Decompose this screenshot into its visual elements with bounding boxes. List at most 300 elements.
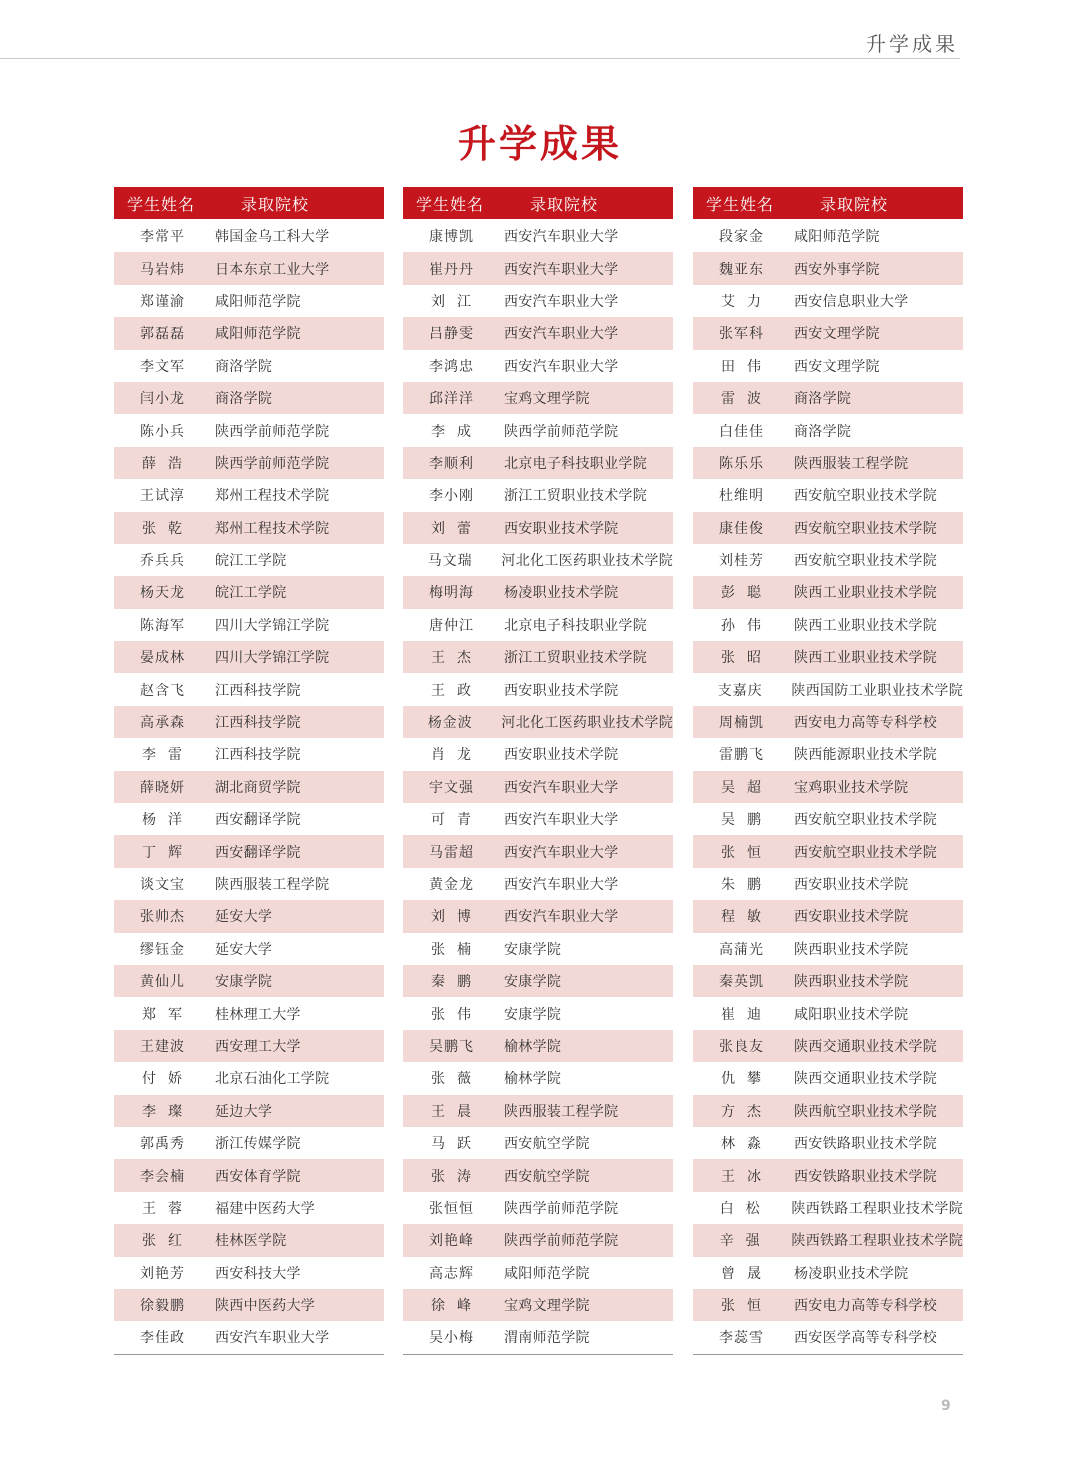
table-row [403,1127,673,1159]
table-row [403,1030,673,1062]
table-row [403,835,673,867]
table-row [403,544,673,576]
admitted-school-cell: 西安文理学院 [794,326,880,343]
table-row [693,1095,963,1127]
admitted-school-cell: 陕西工业职业技术学院 [794,650,937,667]
student-name-cell: 王试淳 [140,488,185,505]
table-row [114,414,384,446]
student-name-cell: 丁 辉 [142,844,183,861]
student-name-cell: 吕静雯 [429,326,474,343]
table-header [403,187,673,219]
table-row [114,544,384,576]
table-bottom-rule [403,1354,673,1355]
student-name-cell: 王建波 [140,1038,185,1055]
student-name-cell: 张恒恒 [429,1200,474,1217]
header-divider [0,58,960,59]
student-name-cell: 马 跃 [431,1136,472,1153]
admitted-school-cell: 西安信息职业大学 [794,293,909,310]
table-row [693,900,963,932]
admitted-school-cell: 西安职业技术学院 [504,747,619,764]
table-body [403,220,673,1354]
table-row [403,252,673,284]
admitted-school-cell: 浙江工贸职业技术学院 [504,488,647,505]
student-name-cell: 吴鹏飞 [429,1038,474,1055]
admitted-school-cell: 宝鸡职业技术学院 [794,779,909,796]
student-name-cell: 康佳俊 [719,520,764,537]
admitted-school-cell: 商洛学院 [794,423,852,440]
admitted-school-cell: 郑州工程技术学院 [215,488,330,505]
table-row [114,835,384,867]
student-name-cell: 秦英凯 [719,974,764,991]
admitted-school-cell: 陕西职业技术学院 [794,941,909,958]
table-row [403,382,673,414]
table-row [114,1127,384,1159]
student-name-cell: 宇文强 [429,779,474,796]
student-name-cell: 王 政 [431,682,472,699]
table-row [403,997,673,1029]
admitted-school-cell: 渭南师范学院 [504,1330,590,1347]
table-row [114,1159,384,1191]
table-row [114,609,384,641]
table-row [693,835,963,867]
table-row [693,1030,963,1062]
table-row [693,512,963,544]
admitted-school-cell: 西安翻译学院 [215,812,301,829]
admitted-school-cell: 榆林学院 [504,1038,562,1055]
admitted-school-cell: 陕西铁路工程职业技术学院 [791,1200,963,1217]
admitted-school-cell: 陕西学前师范学院 [504,1200,619,1217]
admitted-school-cell: 陕西国防工业职业技术学院 [791,682,963,699]
student-name-cell: 李文军 [140,358,185,375]
admitted-school-cell: 西安汽车职业大学 [504,877,619,893]
student-name-cell: 陈海军 [140,617,185,634]
table-row [403,1192,673,1224]
student-name-cell: 高蒲光 [719,941,764,958]
student-name-cell: 徐 峰 [431,1298,472,1315]
student-name-cell: 乔兵兵 [140,553,185,570]
student-name-cell: 刘艳峰 [429,1233,474,1250]
student-name-cell: 黄仙儿 [140,974,185,991]
table-row [403,933,673,965]
table-row [693,1062,963,1094]
admitted-school-cell: 西安航空职业技术学院 [794,812,937,829]
admitted-school-cell: 西安航空职业技术学院 [794,520,937,537]
table-row [693,285,963,317]
student-name-cell: 李会楠 [140,1168,185,1185]
student-name-cell: 张 伟 [431,1006,472,1023]
student-name-cell: 郑谨渝 [140,293,185,310]
student-name-cell: 刘 博 [431,909,472,926]
student-name-cell: 雷 波 [721,391,762,408]
admitted-school-cell: 北京电子科技职业学院 [504,617,647,634]
student-name-cell: 秦 鹏 [431,974,472,991]
admitted-school-cell: 西安航空职业技术学院 [794,553,937,570]
admitted-school-cell: 陕西铁路工程职业技术学院 [791,1233,963,1250]
student-name-cell: 王 晨 [431,1103,472,1120]
admitted-school-cell: 郑州工程技术学院 [215,520,330,537]
admitted-school-cell: 西安汽车职业大学 [504,812,619,829]
table-row [693,771,963,803]
student-name-cell: 孙 伟 [721,617,762,634]
student-name-cell: 李 雷 [142,747,183,764]
table-row [403,1321,673,1353]
student-name-cell: 马岩炜 [140,261,185,278]
table-row [693,803,963,835]
student-name-cell: 付 娇 [142,1071,183,1088]
student-name-cell: 李常平 [140,229,185,246]
admitted-school-cell: 西安翻译学院 [215,844,301,861]
admitted-school-cell: 西安航空职业技术学院 [794,488,937,505]
student-name-cell: 杨天龙 [140,585,185,602]
admitted-school-cell: 西安理工大学 [215,1038,301,1055]
student-name-cell: 王 杰 [431,650,472,667]
student-name-cell: 可 青 [431,812,472,829]
table-row [403,414,673,446]
admitted-school-cell: 西安汽车职业大学 [504,326,619,343]
admitted-school-cell: 西安职业技术学院 [794,909,909,926]
admitted-school-cell: 福建中医药大学 [215,1200,316,1217]
table-row [693,738,963,770]
table-bottom-rule [693,1354,963,1355]
student-name-cell: 刘艳芳 [140,1265,185,1282]
student-name-cell: 张 恒 [721,844,762,861]
admitted-school-cell: 延边大学 [215,1103,273,1120]
admitted-school-cell: 桂林医学院 [215,1233,287,1250]
admitted-school-cell: 安康学院 [504,974,562,991]
table-row [114,576,384,608]
student-name-cell: 李佳政 [140,1330,185,1347]
admitted-school-cell: 江西科技学院 [215,715,301,732]
student-name-cell: 张 楠 [431,941,472,958]
admitted-school-cell: 日本东京工业大学 [215,261,330,278]
student-name-cell: 张 恒 [721,1298,762,1315]
table-row [693,382,963,414]
table-row [114,479,384,511]
table-row [114,1192,384,1224]
admitted-school-cell: 西安文理学院 [794,358,880,375]
table-row [693,350,963,382]
admitted-school-cell: 咸阳职业技术学院 [794,1006,909,1023]
page-number: 9 [941,1398,951,1414]
admitted-school-cell: 西安汽车职业大学 [504,844,619,861]
table-row [693,868,963,900]
table-row [693,1192,963,1224]
table-row [114,1321,384,1353]
admitted-school-cell: 陕西工业职业技术学院 [794,585,937,602]
column-header-student-name: 学生姓名 [416,194,485,214]
table-row [114,220,384,252]
student-name-cell: 彭 聪 [721,585,762,602]
admitted-school-cell: 西安科技大学 [215,1265,301,1282]
table-row [114,1224,384,1256]
admitted-school-cell: 西安航空学院 [504,1168,590,1185]
admitted-school-cell: 西安职业技术学院 [504,520,619,537]
admitted-school-cell: 西安铁路职业技术学院 [794,1168,937,1185]
student-name-cell: 刘 蕾 [431,520,472,537]
admitted-school-cell: 陕西工业职业技术学院 [794,617,937,634]
table-row [403,641,673,673]
table-row [114,382,384,414]
admitted-school-cell: 西安职业技术学院 [504,682,619,699]
column-header-admitted-school: 录取院校 [530,194,599,214]
student-name-cell: 朱 鹏 [721,877,762,893]
table-row [693,220,963,252]
student-name-cell: 张 薇 [431,1071,472,1088]
student-name-cell: 吴 超 [721,779,762,796]
admitted-school-cell: 商洛学院 [215,358,273,375]
student-name-cell: 邱洋洋 [429,391,474,408]
admitted-school-cell: 宝鸡文理学院 [504,1298,590,1315]
admitted-school-cell: 西安汽车职业大学 [504,293,619,310]
table-row [693,447,963,479]
table-header [114,187,384,219]
table-row [693,641,963,673]
admitted-school-cell: 咸阳师范学院 [794,229,880,246]
table-row [693,609,963,641]
admitted-school-cell: 西安汽车职业大学 [504,229,619,246]
table-bottom-rule [114,1354,384,1355]
student-name-cell: 马文瑞 [427,553,473,570]
admitted-school-cell: 皖江工学院 [215,553,287,570]
table-row [403,1062,673,1094]
student-name-cell: 刘 江 [431,293,472,310]
student-name-cell: 陈小兵 [140,423,185,440]
admitted-school-cell: 宝鸡文理学院 [504,391,590,408]
admitted-school-cell: 延安大学 [215,941,273,958]
student-name-cell: 雷鹏飞 [719,747,764,764]
student-name-cell: 康博凯 [429,229,474,246]
table-row [403,1095,673,1127]
student-name-cell: 程 敏 [721,909,762,926]
table-row [114,1095,384,1127]
table-row [403,350,673,382]
admitted-school-cell: 商洛学院 [215,391,273,408]
table-row [693,317,963,349]
table-row [403,512,673,544]
column-header-admitted-school: 录取院校 [241,194,310,214]
table-row [403,673,673,705]
student-name-cell: 杜维明 [719,488,764,505]
table-row [403,1159,673,1191]
admitted-school-cell: 西安航空学院 [504,1136,590,1153]
table-row [403,738,673,770]
admitted-school-cell: 陕西服装工程学院 [215,877,330,893]
admitted-school-cell: 西安汽车职业大学 [215,1330,330,1347]
table-row [693,1321,963,1353]
admitted-school-cell: 河北化工医药职业技术学院 [501,715,673,732]
admitted-school-cell: 杨凌职业技术学院 [794,1265,909,1282]
admitted-school-cell: 咸阳师范学院 [504,1265,590,1282]
admitted-school-cell: 西安汽车职业大学 [504,358,619,375]
student-name-cell: 张军科 [719,326,764,343]
table-row [693,933,963,965]
table-row [693,706,963,738]
student-name-cell: 白 松 [719,1200,761,1217]
table-row [114,447,384,479]
student-name-cell: 李顺利 [429,455,474,472]
table-row [403,1289,673,1321]
admitted-school-cell: 陕西交通职业技术学院 [794,1038,937,1055]
student-name-cell: 崔 迪 [721,1006,762,1023]
student-name-cell: 李 璨 [142,1103,183,1120]
table-row [403,1224,673,1256]
table-row [403,1257,673,1289]
table-row [693,1289,963,1321]
table-row [693,673,963,705]
student-name-cell: 魏亚东 [719,261,764,278]
student-name-cell: 王 冰 [721,1168,762,1185]
results-table [114,187,384,1355]
student-name-cell: 张帅杰 [140,909,185,926]
table-row [114,1289,384,1321]
header-section-label: 升学成果 [866,32,958,56]
column-header-admitted-school: 录取院校 [820,194,889,214]
admitted-school-cell: 榆林学院 [504,1071,562,1088]
student-name-cell: 张 涛 [431,1168,472,1185]
admitted-school-cell: 延安大学 [215,909,273,926]
table-row [693,965,963,997]
table-row [403,447,673,479]
table-row [693,1224,963,1256]
student-name-cell: 吴小梅 [429,1330,474,1347]
student-name-cell: 陈乐乐 [719,455,764,472]
table-row [114,997,384,1029]
admitted-school-cell: 江西科技学院 [215,682,301,699]
admitted-school-cell: 西安汽车职业大学 [504,779,619,796]
admitted-school-cell: 陕西能源职业技术学院 [794,747,937,764]
admitted-school-cell: 江西科技学院 [215,747,301,764]
student-name-cell: 白佳佳 [719,423,764,440]
student-name-cell: 刘桂芳 [719,553,764,570]
table-row [693,1127,963,1159]
table-row [114,965,384,997]
student-name-cell: 支嘉庆 [717,682,763,699]
table-row [114,350,384,382]
student-name-cell: 周楠凯 [719,715,764,732]
table-row [693,414,963,446]
student-name-cell: 马雷超 [429,844,474,861]
table-row [403,576,673,608]
table-row [693,252,963,284]
admitted-school-cell: 陕西学前师范学院 [215,455,330,472]
student-name-cell: 晏成林 [140,650,185,667]
admitted-school-cell: 北京电子科技职业学院 [504,455,647,472]
column-header-student-name: 学生姓名 [127,194,196,214]
table-row [114,706,384,738]
student-name-cell: 曾 晟 [721,1265,762,1282]
admitted-school-cell: 杨凌职业技术学院 [504,585,619,602]
admitted-school-cell: 咸阳师范学院 [215,326,301,343]
table-row [403,868,673,900]
admitted-school-cell: 西安航空职业技术学院 [794,844,937,861]
admitted-school-cell: 陕西服装工程学院 [794,455,909,472]
table-row [114,641,384,673]
student-name-cell: 段家金 [719,229,764,246]
admitted-school-cell: 浙江传媒学院 [215,1136,301,1153]
student-name-cell: 徐毅鹏 [140,1298,185,1315]
table-row [403,965,673,997]
table-row [693,479,963,511]
student-name-cell: 薛晓妍 [140,779,185,796]
student-name-cell: 肖 龙 [431,747,472,764]
student-name-cell: 黄金龙 [429,877,474,893]
table-row [114,252,384,284]
table-row [403,479,673,511]
admitted-school-cell: 四川大学锦江学院 [215,650,330,667]
student-name-cell: 唐仲江 [429,617,474,634]
admission-results-tables [0,187,1080,1357]
page-title: 升学成果 [457,121,622,166]
admitted-school-cell: 皖江工学院 [215,585,287,602]
admitted-school-cell: 湖北商贸学院 [215,779,301,796]
student-name-cell: 吴 鹏 [721,812,762,829]
admitted-school-cell: 安康学院 [504,1006,562,1023]
admitted-school-cell: 陕西服装工程学院 [504,1103,619,1120]
admitted-school-cell: 西安电力高等专科学校 [794,1298,937,1315]
table-row [114,1257,384,1289]
table-row [114,771,384,803]
table-row [693,544,963,576]
student-name-cell: 辛 强 [719,1233,761,1250]
student-name-cell: 艾 力 [721,293,762,310]
admitted-school-cell: 陕西交通职业技术学院 [794,1071,937,1088]
admitted-school-cell: 河北化工医药职业技术学院 [501,553,673,570]
student-name-cell: 高承森 [140,715,185,732]
student-name-cell: 李小刚 [429,488,474,505]
student-name-cell: 李 成 [431,423,472,440]
table-body [114,220,384,1354]
table-row [403,771,673,803]
table-row [114,512,384,544]
student-name-cell: 田 伟 [721,358,762,375]
student-name-cell: 李蕊雪 [719,1330,764,1347]
table-row [693,1257,963,1289]
student-name-cell: 崔丹丹 [429,261,474,278]
student-name-cell: 方 杰 [721,1103,762,1120]
admitted-school-cell: 西安医学高等专科学校 [794,1330,937,1347]
admitted-school-cell: 陕西航空职业技术学院 [794,1103,937,1120]
admitted-school-cell: 陕西中医药大学 [215,1298,316,1315]
table-row [114,1062,384,1094]
admitted-school-cell: 安康学院 [504,941,562,958]
student-name-cell: 王 蓉 [142,1200,183,1217]
table-row [114,900,384,932]
student-name-cell: 杨金波 [427,715,473,732]
admitted-school-cell: 商洛学院 [794,391,852,408]
table-row [403,900,673,932]
results-table [403,187,673,1355]
admitted-school-cell: 安康学院 [215,974,273,991]
student-name-cell: 张 昭 [721,650,762,667]
admitted-school-cell: 西安汽车职业大学 [504,261,619,278]
admitted-school-cell: 陕西学前师范学院 [215,423,330,440]
admitted-school-cell: 西安汽车职业大学 [504,909,619,926]
admitted-school-cell: 西安铁路职业技术学院 [794,1136,937,1153]
table-row [114,1030,384,1062]
table-row [114,285,384,317]
admitted-school-cell: 陕西职业技术学院 [794,974,909,991]
admitted-school-cell: 浙江工贸职业技术学院 [504,650,647,667]
admitted-school-cell: 陕西学前师范学院 [504,423,619,440]
table-row [114,803,384,835]
table-row [114,868,384,900]
table-row [693,1159,963,1191]
table-row [693,576,963,608]
table-row [693,997,963,1029]
student-name-cell: 缪钰金 [140,941,185,958]
table-row [403,803,673,835]
table-row [403,609,673,641]
